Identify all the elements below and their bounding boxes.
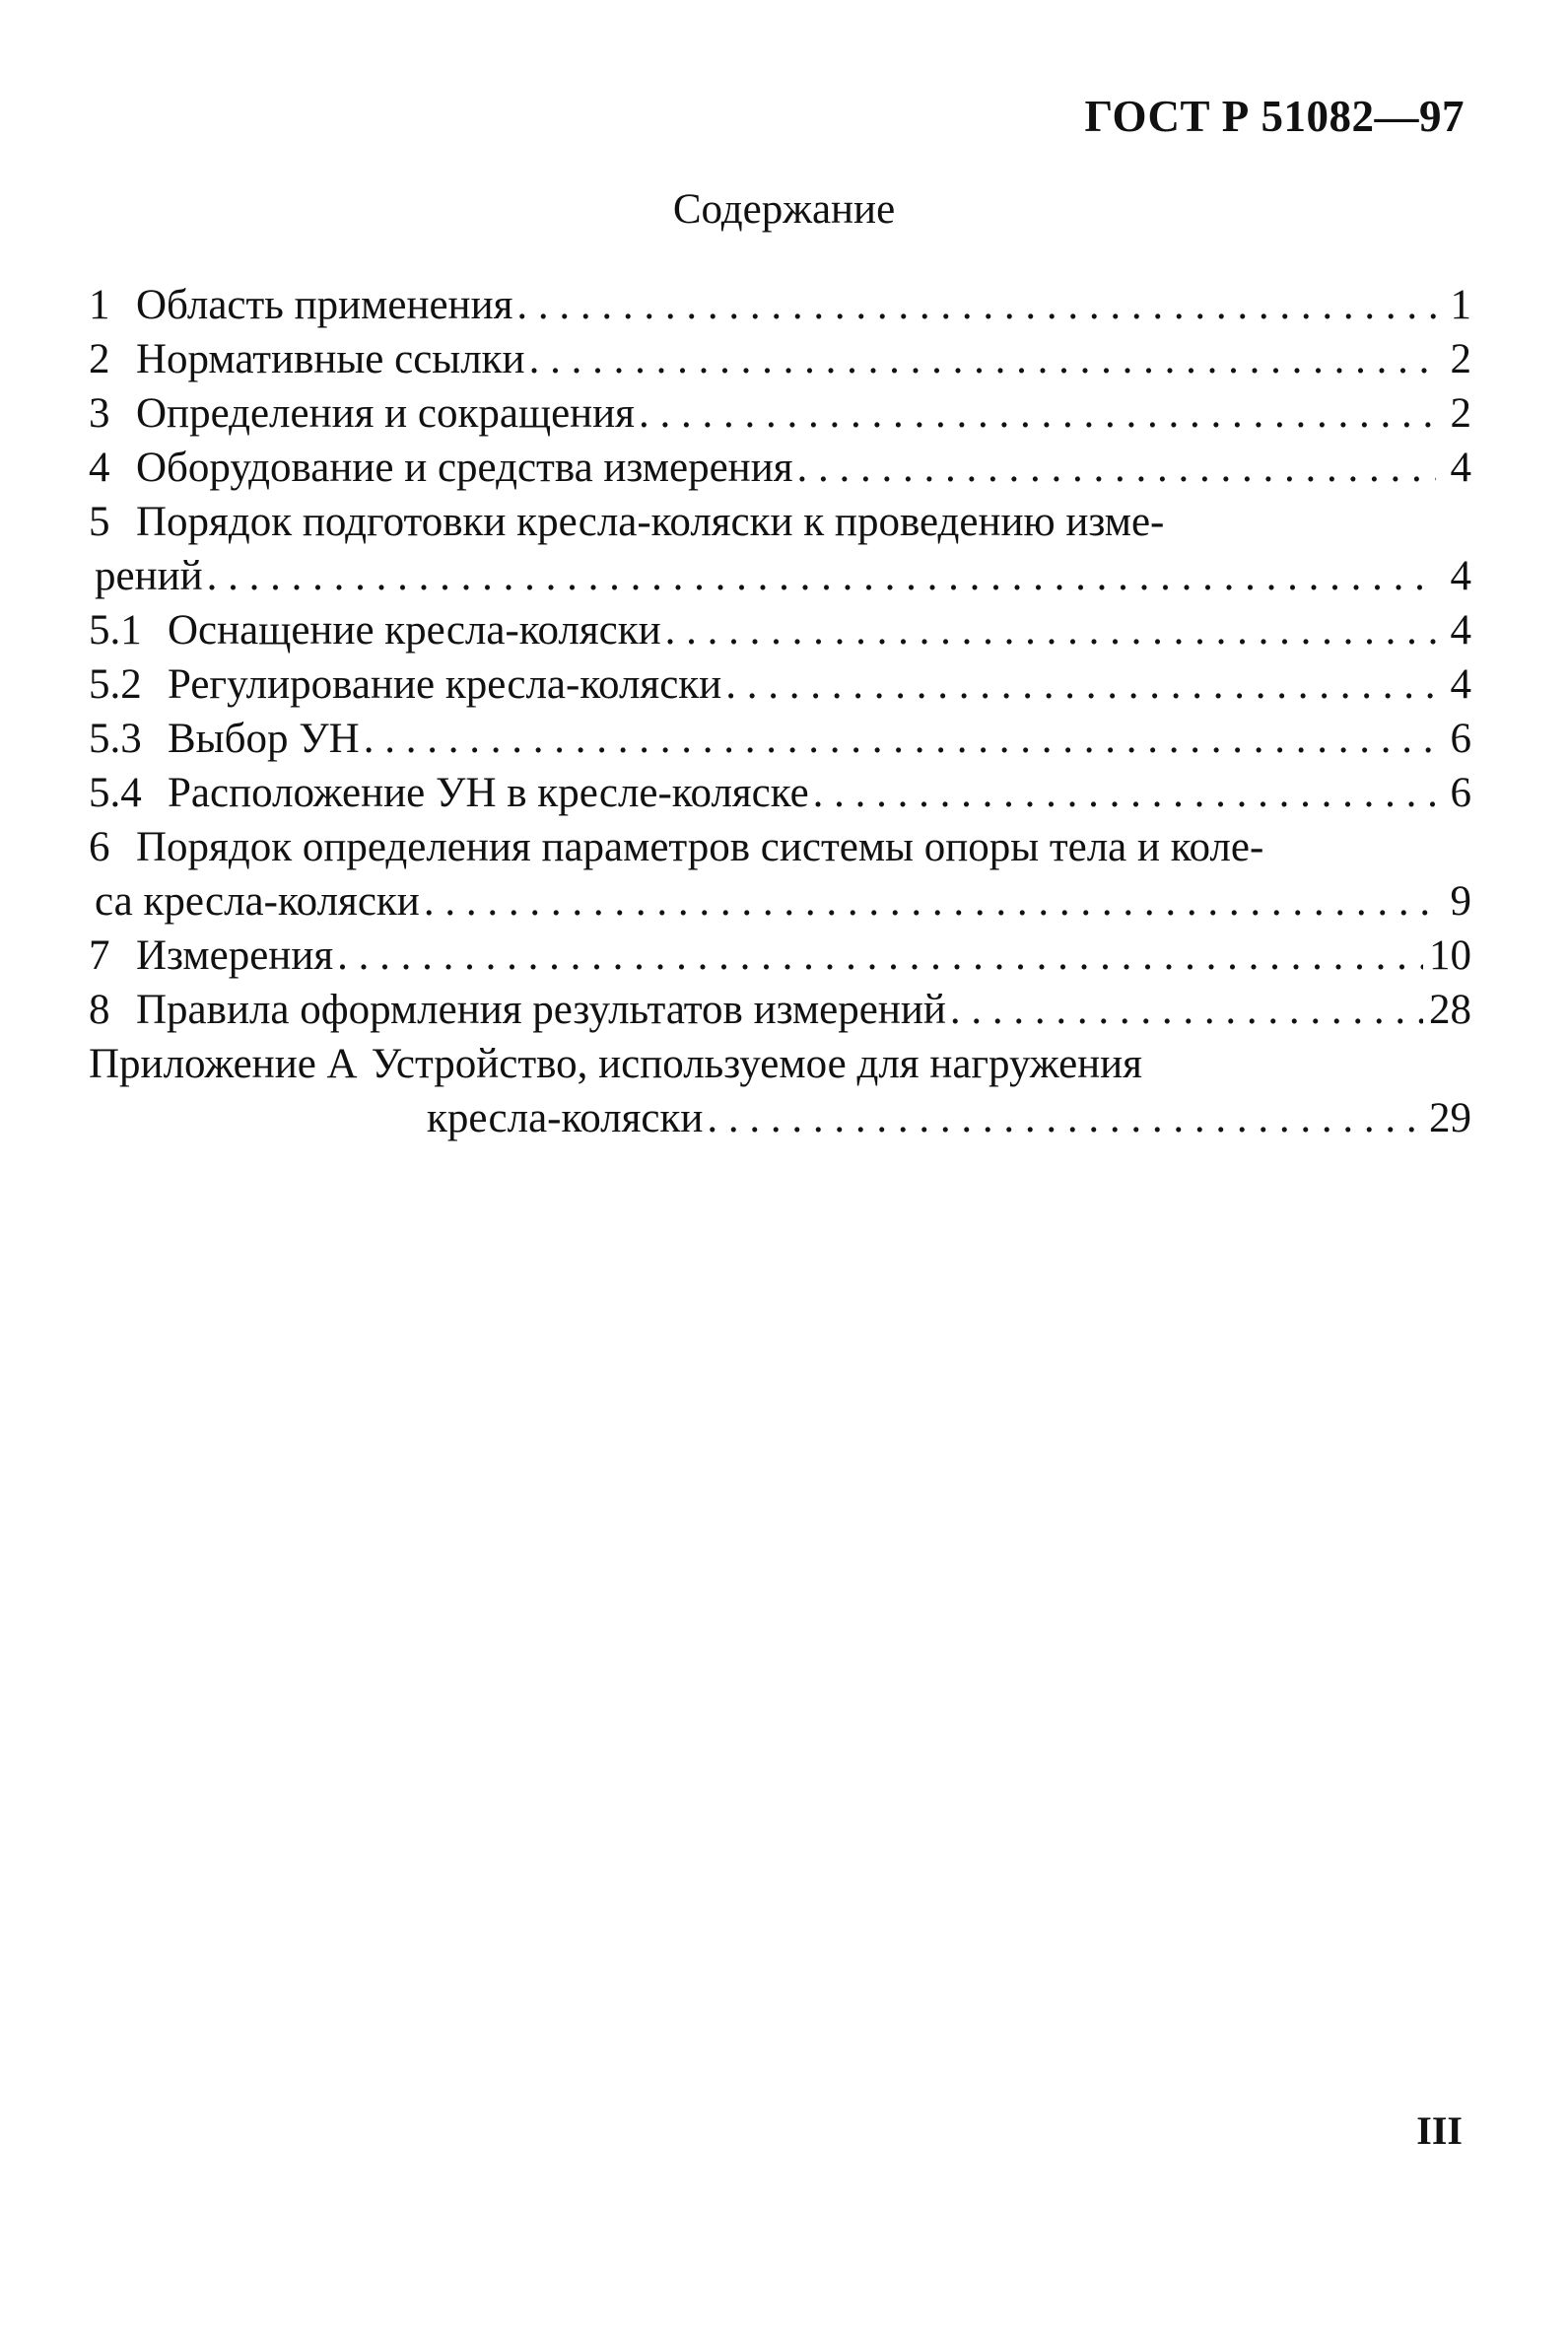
toc-entry-continuation[interactable] [89,1091,1471,1145]
toc-entry-number: 5 [89,499,110,545]
toc-entry-label: Выбор УН [168,716,360,762]
document-header: ГОСТ Р 51082—97 [1084,92,1465,141]
dot-leader [516,278,1436,332]
toc-entry-page: 2 [1450,390,1471,437]
toc-entry-page: 6 [1450,716,1471,762]
toc-entry-page: 2 [1450,336,1471,382]
toc-entry-label: Регулирование кресла-коляски [168,661,722,708]
toc-entry-label: Порядок подготовки кресла-коляски к проведению изме- [136,499,1165,545]
toc-entry-label: Определения и сокращения [136,390,635,437]
toc-entry[interactable] [89,1037,1471,1091]
toc-entry-continuation[interactable] [89,549,1471,603]
toc-entry-page: 4 [1450,661,1471,708]
dot-leader [639,386,1436,441]
toc-entry-label: Оснащение кресла-коляски [168,607,661,654]
toc-entry-label: Нормативные ссылки [136,336,525,382]
dot-leader [813,766,1436,820]
toc-entry[interactable] [89,820,1471,874]
dot-leader [707,1091,1423,1145]
toc-entry-number: 7 [89,932,110,979]
toc-entry-number: 1 [89,282,110,328]
toc-title: Содержание [672,186,896,233]
toc-entry-number: 2 [89,336,110,382]
toc-entry[interactable] [89,386,1471,441]
toc-entry[interactable] [89,657,1471,712]
toc-entry-page: 9 [1450,878,1471,925]
dot-leader [207,549,1436,603]
toc-entry-number: 5.2 [89,661,142,708]
dot-leader [950,983,1423,1037]
toc-entry-page: 4 [1450,607,1471,654]
toc-entry-label: Расположение УН в кресле-коляске [168,770,809,816]
dot-leader [725,657,1436,712]
toc-entry-page: 28 [1429,987,1471,1033]
toc-entry[interactable] [89,495,1471,549]
dot-leader [796,441,1436,495]
toc-entry-page: 6 [1450,770,1471,816]
toc-entry-number: 5.3 [89,716,142,762]
toc-entry-number: 5.1 [89,607,142,654]
toc-entry[interactable] [89,712,1471,766]
toc-entry-continuation[interactable] [89,874,1471,929]
dot-leader [337,929,1423,983]
toc-entry-label: Устройство, используемое для нагружения [371,1041,1142,1087]
toc-entry-page: 4 [1450,445,1471,491]
toc-entry-label: Правила оформления результатов измерений [136,987,946,1033]
toc-entry[interactable] [89,766,1471,820]
toc-appendix-number: Приложение А [89,1041,358,1087]
toc-entry-number: 5.4 [89,770,142,816]
toc-entry[interactable] [89,278,1471,332]
toc-entry[interactable] [89,441,1471,495]
table-of-contents [89,278,1471,1145]
toc-entry[interactable] [89,929,1471,983]
toc-entry-number: 8 [89,987,110,1033]
toc-entry-number: 4 [89,445,110,491]
toc-entry-page: 4 [1450,553,1471,599]
toc-entry[interactable] [89,603,1471,657]
toc-entry[interactable] [89,983,1471,1037]
toc-entry-page: 1 [1450,282,1471,328]
toc-entry-page: 10 [1429,932,1471,979]
toc-entry-number: 3 [89,390,110,437]
toc-entry-label: Оборудование и средства измерения [136,445,793,491]
toc-entry-label-continuation: рений [95,553,203,599]
dot-leader [424,874,1436,929]
dot-leader [665,603,1436,657]
toc-entry-page: 29 [1429,1095,1471,1141]
dot-leader [364,712,1436,766]
toc-entry-label-continuation: са кресла-коляски [95,878,420,925]
toc-entry-label: Порядок определения параметров системы опоры тела и коле- [136,824,1264,870]
toc-entry-label: Измерения [136,932,334,979]
dot-leader [529,332,1436,386]
toc-entry-number: 6 [89,824,110,870]
toc-entry-label: Область применения [136,282,513,328]
toc-entry[interactable] [89,332,1471,386]
toc-entry-label-continuation: кресла-коляски [427,1095,704,1141]
page-number: III [1416,2108,1463,2153]
